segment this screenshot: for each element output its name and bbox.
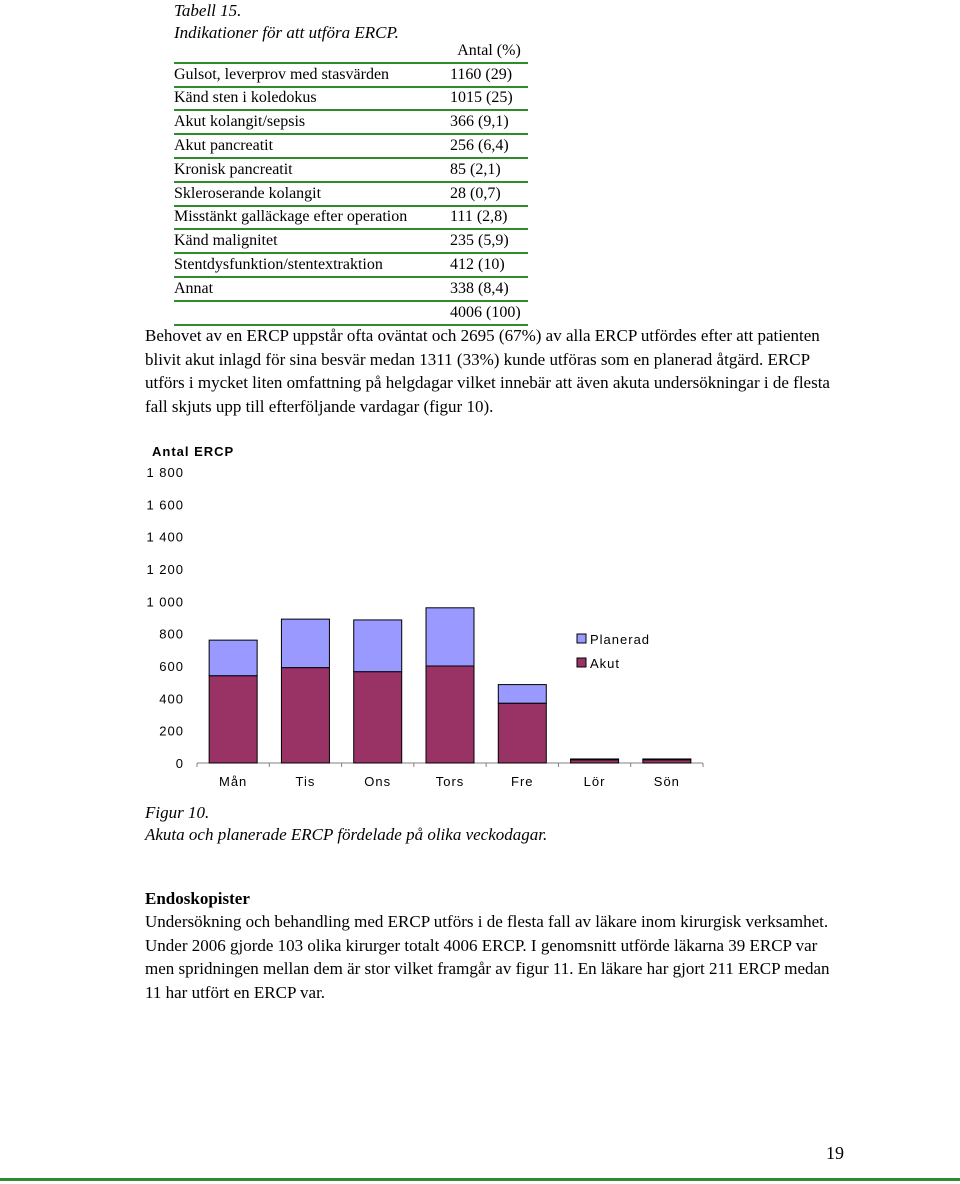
bar-akut-4 — [498, 703, 546, 763]
table-row-value: 28 (0,7) — [450, 182, 528, 206]
table-row-label: Misstänkt galläckage efter operation — [174, 206, 450, 230]
y-tick-label: 1 400 — [146, 529, 184, 545]
table-header-label — [174, 40, 450, 63]
legend-swatch-planerad — [577, 634, 586, 643]
bar-planerad-3 — [426, 608, 474, 666]
table-row-value: 256 (6,4) — [450, 134, 528, 158]
y-tick-label: 0 — [175, 756, 184, 771]
table-row-label: Annat — [174, 277, 450, 301]
table-row-value: 111 (2,8) — [450, 206, 528, 230]
bar-akut-2 — [354, 672, 402, 763]
table-row — [174, 277, 528, 301]
legend-label-planerad: Planerad — [590, 632, 651, 647]
table-row-value: 85 (2,1) — [450, 158, 528, 182]
y-axis-title: Antal ERCP — [152, 444, 235, 459]
table-row — [174, 253, 528, 277]
table-header-value: Antal (%) — [450, 40, 528, 63]
indications-table-body — [174, 40, 528, 325]
table-total-row — [174, 301, 528, 325]
y-tick-label: 600 — [159, 659, 184, 674]
x-tick-label: Lör — [583, 774, 606, 789]
table-row-label: Kronisk pancreatit — [174, 158, 450, 182]
bar-planerad-0 — [209, 640, 257, 676]
table-row-label: Skleroserande kolangit — [174, 182, 450, 206]
table-row-value: 235 (5,9) — [450, 229, 528, 253]
x-tick-label: Sön — [653, 774, 680, 789]
y-tick-label: 1 600 — [146, 497, 184, 513]
x-tick-label: Fre — [511, 774, 534, 789]
table-row — [174, 63, 528, 87]
table-row-value: 1015 (25) — [450, 87, 528, 111]
table-row — [174, 87, 528, 111]
endoscopists-paragraph: Undersökning och behandling med ERCP utförs i de flesta fall av läkare inom kirurgisk verksamhet. Under 2006 gjorde 103 olika kirurger totalt 4006 ERCP. I genomsnitt utförde läkarna 39 ERCP var men spridningen mellan dem är stor vilket framgår av figur 11. En läkare har gjort 211 ERCP medan 11 har utfört en ERCP var. — [145, 912, 830, 1002]
y-tick-label: 800 — [159, 626, 184, 642]
bar-akut-3 — [426, 666, 474, 763]
table-row — [174, 182, 528, 206]
table-row-label: Känd sten i koledokus — [174, 87, 450, 111]
table-row — [174, 229, 528, 253]
figure-caption-subtitle: Akuta och planerade ERCP fördelade på olika veckodagar. — [145, 825, 548, 844]
table-row-value: 1160 (29) — [450, 63, 528, 87]
footer-rule — [0, 1178, 960, 1181]
table-row — [174, 134, 528, 158]
table-row — [174, 158, 528, 182]
y-tick-label: 200 — [159, 723, 184, 739]
table-total-label — [174, 301, 450, 325]
weekday-ercp-chart — [140, 440, 740, 800]
x-tick-label: Tors — [435, 774, 465, 789]
x-tick-label: Ons — [364, 774, 392, 789]
table-row-label: Akut kolangit/sepsis — [174, 110, 450, 134]
table-caption — [174, 0, 399, 44]
table-row-label: Stentdysfunktion/stentextraktion — [174, 253, 450, 277]
x-tick-label: Mån — [218, 774, 248, 789]
x-tick-label: Tis — [295, 774, 316, 789]
table-row-label: Känd malignitet — [174, 229, 450, 253]
y-tick-label: 1 200 — [146, 562, 184, 577]
bar-planerad-1 — [281, 619, 329, 668]
table-row-value: 412 (10) — [450, 253, 528, 277]
table-row — [174, 110, 528, 134]
indications-table — [174, 40, 528, 326]
table-header-row — [174, 40, 528, 63]
table-row-value: 338 (8,4) — [450, 277, 528, 301]
table-total-value: 4006 (100) — [450, 301, 528, 325]
bar-planerad-6 — [643, 759, 691, 760]
bar-akut-0 — [209, 676, 257, 763]
table-row — [174, 206, 528, 230]
table-caption-title: Tabell 15. — [174, 1, 242, 20]
table-row-label: Gulsot, leverprov med stasvärden — [174, 63, 450, 87]
y-tick-label: 400 — [159, 691, 184, 707]
bar-planerad-2 — [354, 620, 402, 672]
legend-label-akut: Akut — [590, 656, 621, 671]
section-heading: Endoskopister — [145, 889, 250, 908]
ercp-timing-paragraph: Behovet av en ERCP uppstår ofta oväntat och 2695 (67%) av alla ERCP utfördes efter att patienten blivit akut inlagd för sina besvär medan 1311 (33%) kunde utföras som en planerad åtgärd. ERCP utförs i mycket liten omfattning på helgdagar vilket innebär att även akuta undersökningar i de flesta fall skjuts upp till efterföljande vardagar (figur 10). — [145, 326, 830, 416]
y-tick-label: 1 000 — [146, 594, 184, 610]
figure-caption-title: Figur 10. — [145, 803, 210, 822]
figure-caption — [145, 802, 547, 846]
table-row-value: 366 (9,1) — [450, 110, 528, 134]
y-tick-label: 1 800 — [146, 465, 184, 480]
bar-planerad-5 — [571, 759, 619, 760]
bar-planerad-4 — [498, 685, 546, 704]
legend-swatch-akut — [577, 658, 586, 667]
table-caption-subtitle: Indikationer för att utföra ERCP. — [174, 23, 399, 42]
page-number: 19 — [826, 1143, 844, 1163]
bar-akut-1 — [281, 668, 329, 763]
table-row-label: Akut pancreatit — [174, 134, 450, 158]
